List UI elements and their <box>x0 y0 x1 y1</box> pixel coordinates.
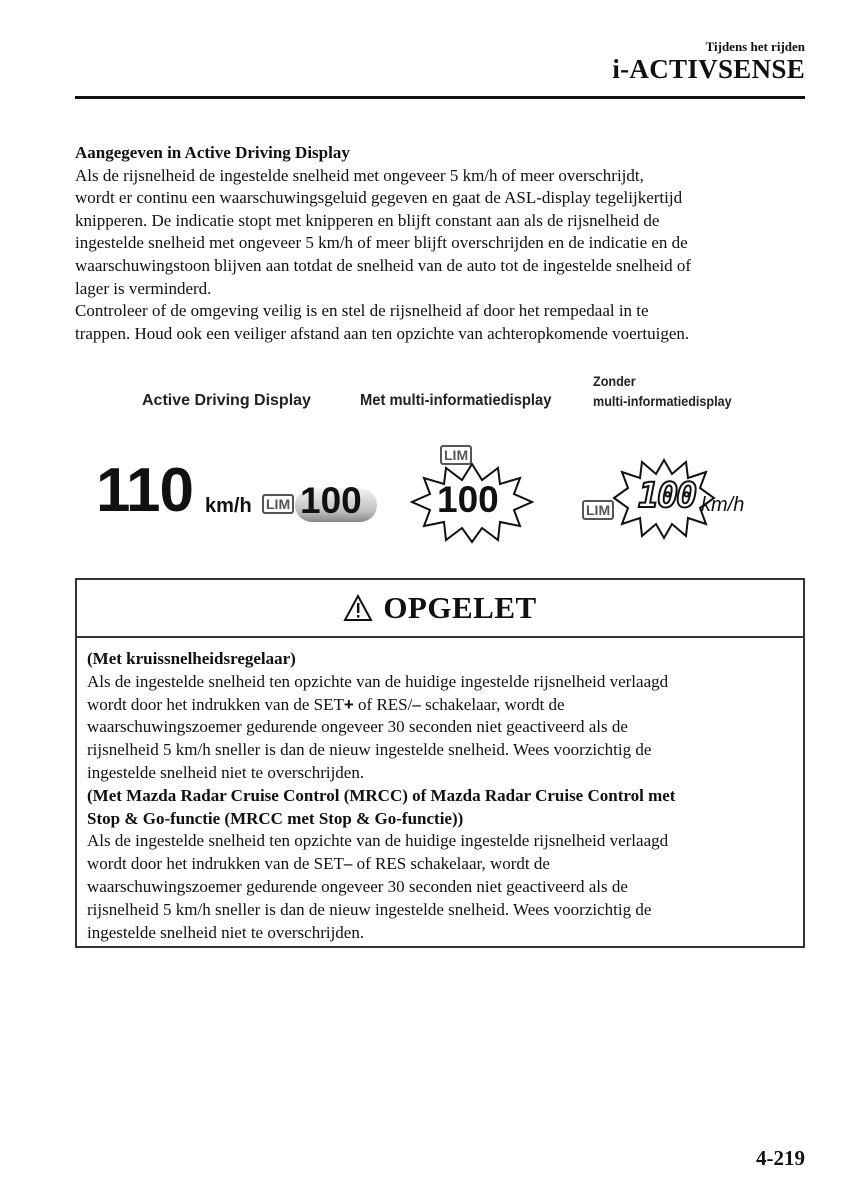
caution-text: wordt door het indrukken van de SET <box>87 694 344 714</box>
body-line: Als de rijsnelheid de ingestelde snelheid met ongeveer 5 km/h of meer overschrijdt, <box>75 165 644 185</box>
speed-unit: km/h <box>205 495 252 517</box>
caution-line: ingestelde snelheid niet te overschrijden. <box>87 762 365 782</box>
section-label: Tijdens het rijden <box>705 39 805 54</box>
section-heading: Aangegeven in Active Driving Display <box>75 143 350 162</box>
body-line: knipperen. De indicatie stopt met knipperen en blijft constant aan als de rijsnelheid de <box>75 210 660 230</box>
body-line: lager is verminderd. <box>75 278 212 298</box>
caution-line: Als de ingestelde snelheid ten opzichte van de huidige ingestelde rijsnelheid verlaagd <box>87 671 669 691</box>
plus-symbol: + <box>343 694 354 714</box>
caution-line: Als de ingestelde snelheid ten opzichte van de huidige ingestelde rijsnelheid verlaagd <box>87 831 669 851</box>
caution-header <box>77 580 803 638</box>
body-line: Controleer of de omgeving veilig is en stel de rijsnelheid af door het rempedaal in te <box>75 301 649 321</box>
body-section <box>75 142 795 345</box>
caution-line: waarschuwingszoemer gedurende ongeveer 30 seconden niet geactiveerd als de <box>87 717 628 737</box>
label-multi-info-display: Met multi-informatiedisplay <box>360 392 552 409</box>
caution-line <box>87 694 793 717</box>
body-line: waarschuwingstoon blijven aan totdat de snelheid van de auto tot de ingestelde snelheid of <box>75 255 692 275</box>
body-line: trappen. Houd ook een veiliger afstand aan ten opzichte van achteropkomende voertuigen. <box>75 323 690 343</box>
caution-subheading: Stop & Go-functie (MRCC met Stop & Go-functie)) <box>87 808 464 828</box>
label-zonder-mid: multi-informatiedisplay <box>593 393 732 409</box>
page-number: 4-219 <box>756 1146 805 1170</box>
set-speed-value: 100 <box>437 479 499 520</box>
chapter-title: i-ACTIVSENSE <box>612 54 805 84</box>
speed-unit: km/h <box>701 494 745 516</box>
caution-box <box>75 578 805 948</box>
minus-symbol: – <box>343 854 353 874</box>
label-active-driving-display: Active Driving Display <box>142 392 311 409</box>
lim-icon: LIM <box>440 445 472 465</box>
lim-icon: LIM <box>582 500 614 520</box>
caution-text: of RES/ <box>353 694 413 714</box>
warning-triangle-icon <box>343 594 373 622</box>
caution-line <box>87 853 793 876</box>
caution-subheading: (Met Mazda Radar Cruise Control (MRCC) of Mazda Radar Cruise Control met <box>87 785 676 805</box>
caution-text: wordt door het indrukken van de SET <box>87 854 344 874</box>
caution-line: waarschuwingszoemer gedurende ongeveer 30 seconden niet geactiveerd als de <box>87 876 628 896</box>
caution-line: rijsnelheid 5 km/h sneller is dan de nieuw ingestelde snelheid. Wees voorzichtig de <box>87 740 652 760</box>
body-line: ingestelde snelheid met ongeveer 5 km/h of meer blijft overschrijden en de indicatie en de <box>75 233 688 253</box>
label-zonder: Zonder <box>593 373 636 389</box>
caution-body <box>77 638 803 944</box>
body-line: wordt er continu een waarschuwingsgeluid gegeven en gaat de ASL-display tegelijkertijd <box>75 188 683 208</box>
caution-line: rijsnelheid 5 km/h sneller is dan de nieuw ingestelde snelheid. Wees voorzichtig de <box>87 899 652 919</box>
segment-set-speed: 100 <box>638 476 696 516</box>
caution-subheading: (Met kruissnelheidsregelaar) <box>87 649 296 668</box>
minus-symbol: – <box>412 694 421 714</box>
current-speed: 110 <box>96 456 194 525</box>
caution-text: schakelaar, wordt de <box>420 694 565 714</box>
set-speed-value: 100 <box>300 480 362 521</box>
caution-text: of RES schakelaar, wordt de <box>352 854 550 874</box>
caution-title: OPGELET <box>383 590 537 625</box>
caution-line: ingestelde snelheid niet te overschrijden. <box>87 922 365 942</box>
header-divider <box>75 96 805 99</box>
lim-icon: LIM <box>262 494 294 514</box>
